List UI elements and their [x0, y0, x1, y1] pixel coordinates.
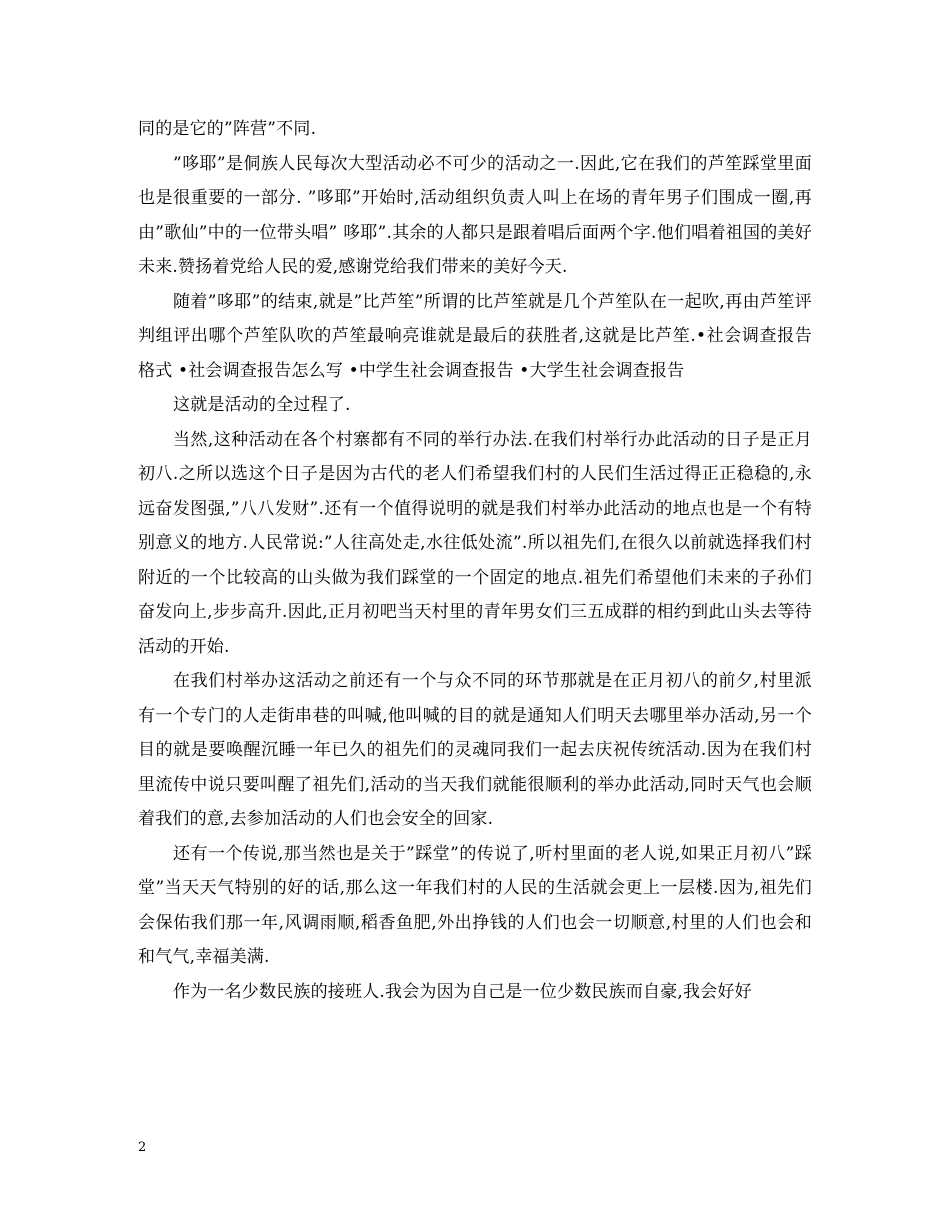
paragraph: 当然,这种活动在各个村寨都有不同的举行办法.在我们村举行办此活动的日子是正月初八.之所以选这个日子是因为古代的老人们希望我们村的人民们生活过得正正稳稳的,永远奋发图强,”八八发财”.还有一个值得说明的就是我们村举办此活动的地点也是一个有特别意义的地方.人民常说:”人往高处走,水往低处流”.所以祖先们,在很久以前就选择我们村附近的一个比较高的山头做为我们踩堂的一个固定的地点.祖先们希望他们未来的子孙们奋发向上,步步高升.因此,正月初吧当天村里的青年男女们三五成群的相约到此山头去等待活动的开始. — [138, 429, 812, 657]
paragraph: 在我们村举办这活动之前还有一个与众不同的环节那就是在正月初八的前夕,村里派有一个专门的人走街串巷的叫喊,他叫喊的目的就是通知人们明天去哪里举办活动,另一个目的就是要唤醒沉睡一年已久的祖先们的灵魂同我们一起去庆祝传统活动.因为在我们村里流传中说只要叫醒了祖先们,活动的当天我们就能很顺利的举办此活动,同时天气也会顺着我们的意,去参加活动的人们也会安全的回家. — [138, 671, 812, 829]
paragraph: 还有一个传说,那当然也是关于”踩堂”的传说了,听村里面的老人说,如果正月初八”踩堂”当天天气特别的好的话,那么这一年我们村的人民的生活就会更上一层楼.因为,祖先们会保佑我们那一年,风调雨顺,稻香鱼肥,外出挣钱的人们也会一切顺意,村里的人们也会和和气气,幸福美满. — [138, 843, 812, 967]
paragraph: ”哆耶”是侗族人民每次大型活动必不可少的活动之一.因此,它在我们的芦笙踩堂里面也是很重要的一部分. ”哆耶”开始时,活动组织负责人叫上在场的青年男子们围成一圈,再由”歌仙”中的一位带头唱” 哆耶”.其余的人都只是跟着唱后面两个字.他们唱着祖国的美好未来.赞扬着党给人民的爱,感谢党给我们带来的美好今天. — [138, 153, 812, 277]
paragraph: 作为一名少数民族的接班人.我会为因为自己是一位少数民族而自豪,我会好好 — [173, 981, 752, 1002]
page-number: 2 — [138, 1140, 147, 1155]
paragraph: 同的是它的”阵营”不同. — [138, 119, 317, 139]
document-body — [138, 112, 812, 1009]
paragraph: 这就是活动的全过程了. — [173, 395, 351, 415]
paragraph: 随着”哆耶”的结束,就是”比芦笙”所谓的比芦笙就是几个芦笙队在一起吹,再由芦笙评判组评出哪个芦笙队吹的芦笙最响亮谁就是最后的获胜者,这就是比芦笙.•社会调查报告格式 •社会调查报告怎么写 •中学生社会调查报告 •大学生社会调查报告 — [138, 291, 812, 381]
